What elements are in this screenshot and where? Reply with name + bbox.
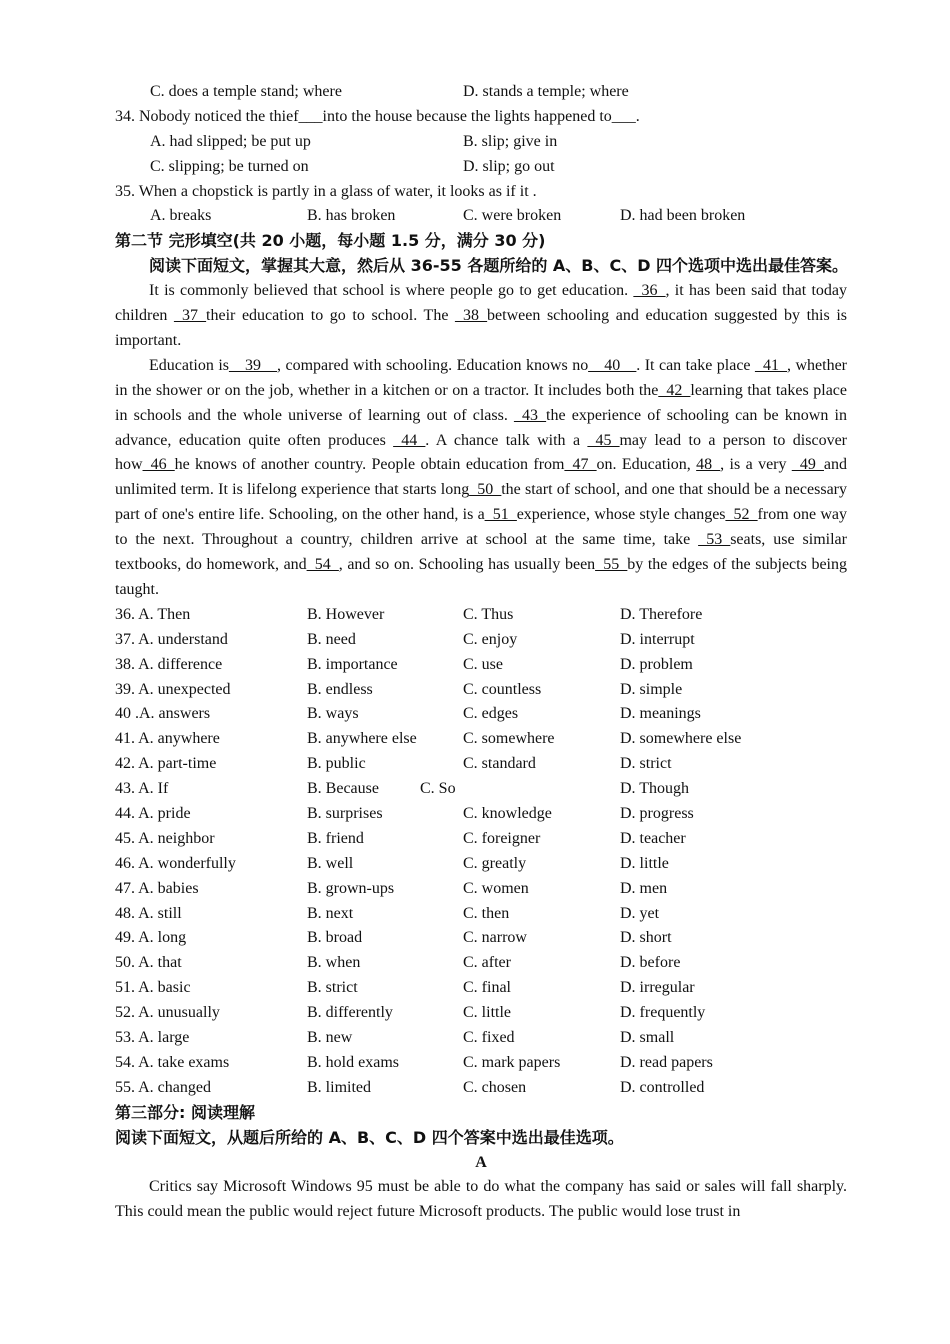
option-b[interactable]: B. new [307,1029,353,1047]
option-b[interactable]: B. endless [307,680,373,698]
q35-option-a[interactable]: A. breaks [150,207,212,225]
option-d[interactable]: D. short [620,929,672,947]
question-row [115,951,847,976]
q34-option-d[interactable]: D. slip; go out [463,157,555,175]
q35-option-b[interactable]: B. has broken [307,207,396,225]
question-row [115,1001,847,1026]
option-c[interactable]: C. Thus [463,605,514,623]
option-b[interactable]: B. strict [307,979,358,997]
cloze-blank: _37_ [174,307,207,325]
option-d[interactable]: D. men [620,879,668,897]
cloze-blank: _44_ [393,431,426,449]
option-b[interactable]: B. anywhere else [307,730,417,748]
option-b[interactable]: B. hold exams [307,1053,399,1071]
option-c[interactable]: C. use [463,655,503,673]
paragraph-text: from one way to the next. Throughout a country, children arrive at school at the same time, take [115,506,847,549]
option-c[interactable]: C. enjoy [463,630,518,648]
cloze-blank: _49_ [791,456,824,474]
reading-passage-a: Critics say Microsoft Windows 95 must be able to do what the company has said or sales will fall sharply. This could mean the public would reject future Microsoft products. The public would lose trust in [115,1178,847,1221]
cloze-paragraph-2 [115,354,847,603]
question-row [115,1076,847,1101]
cloze-paragraph-1 [115,279,847,354]
option-d[interactable]: D. interrupt [620,630,695,648]
question-row [115,1051,847,1076]
option-a[interactable]: 36. A. Then [115,605,191,623]
section3-title: 第三部分: 阅读理解 [115,1102,255,1122]
paragraph-text: by the edges of the subjects being taught. [115,556,848,598]
section2-instruction: 阅读下面短文，掌握其大意，然后从 36-55 各题所给的 A、B、C、D 四个选项中选出最佳答案。 [149,256,849,276]
question-row [115,678,847,703]
section3-instruction: 阅读下面短文，从题后所给的 A、B、C、D 四个答案中选出最佳选项。 [115,1127,624,1147]
option-c[interactable]: C. little [463,1004,511,1022]
cloze-blank: _36_ [633,282,666,300]
option-d[interactable]: D. problem [620,655,693,673]
option-d[interactable]: D. Therefore [620,605,703,623]
option-a[interactable]: 46. A. wonderfully [115,854,236,872]
option-c[interactable]: C. women [463,879,529,897]
paragraph-text: . It can take place [636,356,755,374]
option-c[interactable]: C. mark papers [463,1053,561,1071]
option-b[interactable]: B. when [307,954,361,972]
option-c[interactable]: C. countless [463,680,542,698]
option-d[interactable]: D. before [620,954,681,972]
option-a[interactable]: 39. A. unexpected [115,680,231,698]
option-b[interactable]: B. public [307,755,366,773]
paragraph-text: , is a very [720,456,792,474]
q34-option-c[interactable]: C. slipping; be turned on [150,157,309,175]
option-a[interactable]: 38. A. difference [115,655,223,673]
paragraph-text: seats, use similar textbooks, do homework, and [115,531,847,574]
q34-stem: 34. Nobody noticed the thief___into the house because the lights happened to___. [115,107,640,125]
cloze-blank: _43_ [514,406,547,424]
option-a[interactable]: 45. A. neighbor [115,829,215,847]
cloze-blank: _51_ [484,506,517,524]
option-b[interactable]: B. need [307,630,356,648]
paragraph-text: on. Education, [596,456,697,474]
option-d[interactable]: D. progress [620,805,694,823]
paragraph-text: . A chance talk with a [425,431,588,449]
q34-option-a[interactable]: A. had slipped; be put up [150,132,311,150]
cloze-blank: _45_ [587,431,620,449]
question-row [115,1026,847,1051]
option-c[interactable]: C. final [463,979,511,997]
option-c[interactable]: C. narrow [463,929,527,947]
option-c[interactable]: C. fixed [463,1029,515,1047]
cloze-blank: _41_ [755,356,787,374]
option-a[interactable]: 44. A. pride [115,805,191,823]
paragraph-text: , compared with schooling. Education knows no [277,356,589,374]
option-c[interactable]: C. greatly [463,854,527,872]
q35-option-c[interactable]: C. were broken [463,207,562,225]
option-b[interactable]: B. Because [307,780,379,798]
option-a[interactable]: 50. A. that [115,954,182,972]
question-row [115,802,847,827]
exam-page [115,80,847,1225]
option-a[interactable]: 51. A. basic [115,979,191,997]
option-d[interactable]: D. small [620,1029,675,1047]
paragraph-text: learning that takes place in schools and the whole universe of learning out of class. [115,381,847,424]
cloze-blank: _55_ [595,556,628,574]
cloze-question-list [115,603,847,1101]
question-row [115,702,847,727]
cloze-blank: _54_ [306,556,339,574]
option-a[interactable]: 42. A. part-time [115,755,217,773]
option-a[interactable]: 43. A. If [115,780,169,798]
option-b[interactable]: B. next [307,904,354,922]
paragraph-text: the start of school, and one that should be a necessary part of one's entire life. Schooling, on the other hand, is a [115,481,847,524]
option-c[interactable]: C. foreigner [463,829,541,847]
option-a[interactable]: 49. A. long [115,929,187,947]
option-c[interactable]: C. standard [463,755,536,773]
option-c[interactable]: C. So [420,780,456,798]
question-row [115,777,847,802]
q34-options-row-1 [115,130,847,155]
question-row [115,752,847,777]
option-d[interactable]: D. controlled [620,1078,705,1096]
cloze-blank: _50_ [469,481,502,499]
question-row [115,827,847,852]
option-d[interactable]: D. teacher [620,829,686,847]
option-b[interactable]: B. well [307,854,354,872]
option-a[interactable]: 53. A. large [115,1029,190,1047]
q33-option-c[interactable]: C. does a temple stand; where [150,83,342,100]
question-row [115,976,847,1001]
cloze-blank: _47_ [564,456,597,474]
paragraph-text: , it has been said that today children [115,282,848,325]
option-a[interactable]: 41. A. anywhere [115,730,220,748]
q33-option-d[interactable]: D. stands a temple; where [463,83,629,100]
cloze-blank: _52_ [725,506,758,524]
q33-options-row [115,80,847,105]
option-a[interactable]: 48. A. still [115,904,182,922]
option-b[interactable]: B. friend [307,829,364,847]
question-row [115,628,847,653]
paragraph-text: the experience of schooling can be known in advance, education quite often produces [115,406,847,449]
option-b[interactable]: B. broad [307,929,363,947]
q34-option-b[interactable]: B. slip; give in [463,132,558,150]
paragraph-text: between schooling and education suggested by this is important. [115,307,848,349]
cloze-blank: _38_ [455,307,488,325]
option-b[interactable]: B. differently [307,1004,393,1022]
q35-options-row [115,204,847,229]
option-d[interactable]: D. simple [620,680,683,698]
option-c[interactable]: C. somewhere [463,730,555,748]
cloze-blank: __39__ [229,356,278,374]
cloze-blank: __40__ [588,356,637,374]
cloze-blank: _46_ [142,456,175,474]
option-b[interactable]: B. grown-ups [307,879,395,897]
paragraph-text: experience, whose style changes [516,506,726,524]
option-a[interactable]: 47. A. babies [115,879,199,897]
cloze-blank: _42_ [658,381,691,399]
option-a[interactable]: 54. A. take exams [115,1053,230,1071]
option-c[interactable]: C. chosen [463,1078,527,1096]
passage-label: A [475,1153,487,1171]
question-row [115,877,847,902]
option-a[interactable]: 55. A. changed [115,1078,211,1096]
option-d[interactable]: D. frequently [620,1004,706,1022]
paragraph-text: and unlimited term. It is lifelong experience that starts long [115,456,848,499]
q35-stem: 35. When a chopstick is partly in a glass of water, it looks as if it . [115,182,537,200]
question-row [115,902,847,927]
question-row [115,926,847,951]
option-d[interactable]: D. somewhere else [620,730,742,748]
option-d[interactable]: D. meanings [620,705,701,723]
q35-option-d[interactable]: D. had been broken [620,207,746,225]
option-d[interactable]: D. read papers [620,1053,713,1071]
option-b[interactable]: B. importance [307,655,398,673]
option-c[interactable]: C. knowledge [463,805,552,823]
paragraph-text: , whether in the shower or on the job, whether in a kitchen or on a tractor. It includes both the [115,356,848,399]
paragraph-text: , and so on. Schooling has usually been [338,556,596,574]
option-c[interactable]: C. edges [463,705,519,723]
option-a[interactable]: 40 .A. answers [115,705,211,723]
option-b[interactable]: B. However [307,605,385,623]
option-d[interactable]: D. Though [620,780,690,798]
question-row [115,852,847,877]
section2-title: 第二节 完形填空(共 20 小题，每小题 1.5 分，满分 30 分) [115,231,546,251]
question-row [115,603,847,628]
paragraph-text: their education to go to school. The [206,307,456,325]
paragraph-text: may lead to a person to discover how [115,431,847,474]
paragraph-text: It is commonly believed that school is where people go to get education. [149,282,634,300]
option-a[interactable]: 52. A. unusually [115,1004,220,1022]
paragraph-text: Education is [149,356,230,374]
cloze-blank: _53_ [698,531,731,549]
option-c[interactable]: C. then [463,904,510,922]
option-b[interactable]: B. surprises [307,805,383,823]
question-row [115,727,847,752]
cloze-blank: 48_ [696,456,721,474]
option-b[interactable]: B. limited [307,1078,371,1096]
option-d[interactable]: D. strict [620,755,672,773]
option-d[interactable]: D. irregular [620,979,695,997]
q34-options-row-2 [115,155,847,180]
option-d[interactable]: D. little [620,854,669,872]
question-row [115,653,847,678]
paragraph-text: he knows of another country. People obtain education from [174,456,565,474]
option-d[interactable]: D. yet [620,904,660,922]
option-c[interactable]: C. after [463,954,511,972]
option-b[interactable]: B. ways [307,705,359,723]
option-a[interactable]: 37. A. understand [115,630,228,648]
